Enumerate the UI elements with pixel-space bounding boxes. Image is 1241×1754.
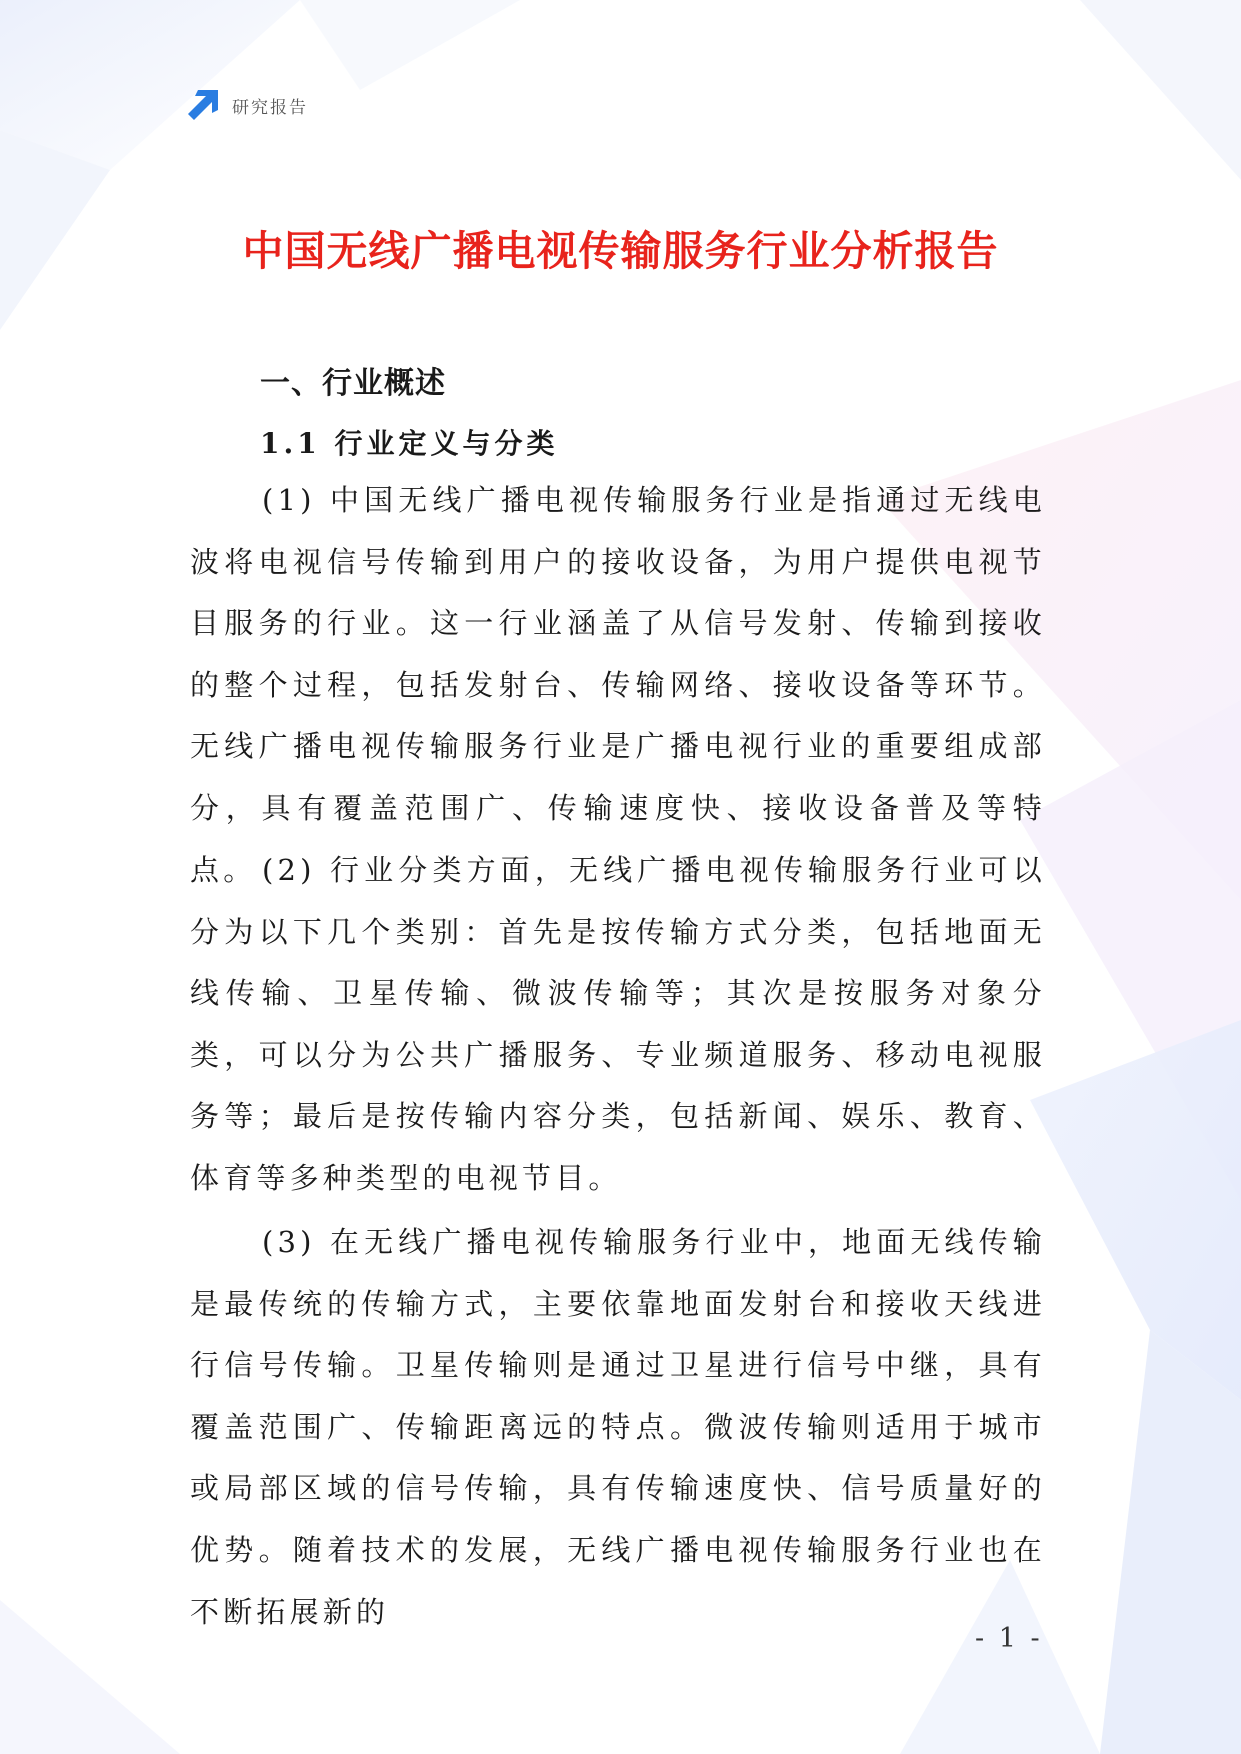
- paragraph-1: (1) 中国无线广播电视传输服务行业是指通过无线电波将电视信号传输到用户的接收设备，为用户提供电视节目服务的行业。这一行业涵盖了从信号发射、传输到接收的整个过程，包括发射台、传输网络、接收设备等环节。无线广播电视传输服务行业是广播电视行业的重要组成部分，具有覆盖范围广、传输速度快、接收设备普及等特点。: [190, 483, 1046, 887]
- paragraph-3: (3) 在无线广播电视传输服务行业中，地面无线传输是最传统的传输方式，主要依靠地面发射台和接收天线进行信号传输。卫星传输则是通过卫星进行信号中继，具有覆盖范围广、传输距离远的特点。微波传输则适用于城市或局部区域的信号传输，具有传输速度快、信号质量好的优势。随着技术的发展，无线广播电视传输服务行业也在不断拓展新的: [190, 1225, 1046, 1629]
- subsection-heading: 1.1 行业定义与分类: [260, 427, 559, 460]
- arrow-up-right-icon: [186, 88, 220, 122]
- section-heading: 一、行业概述: [260, 366, 446, 401]
- document-title: 中国无线广播电视传输服务行业分析报告: [242, 227, 999, 275]
- header-label: 研究报告: [232, 97, 308, 118]
- report-header: [186, 88, 308, 122]
- page-number: - 1 -: [975, 1623, 1043, 1654]
- paragraph-2: (2) 行业分类方面，无线广播电视传输服务行业可以分为以下几个类别：首先是按传输方式分类，包括地面无线传输、卫星传输、微波传输等；其次是按服务对象分类，可以分为公共广播服务、专业频道服务、移动电视服务等；最后是按传输内容分类，包括新闻、娱乐、教育、体育等多种类型的电视节目。: [190, 853, 1046, 1195]
